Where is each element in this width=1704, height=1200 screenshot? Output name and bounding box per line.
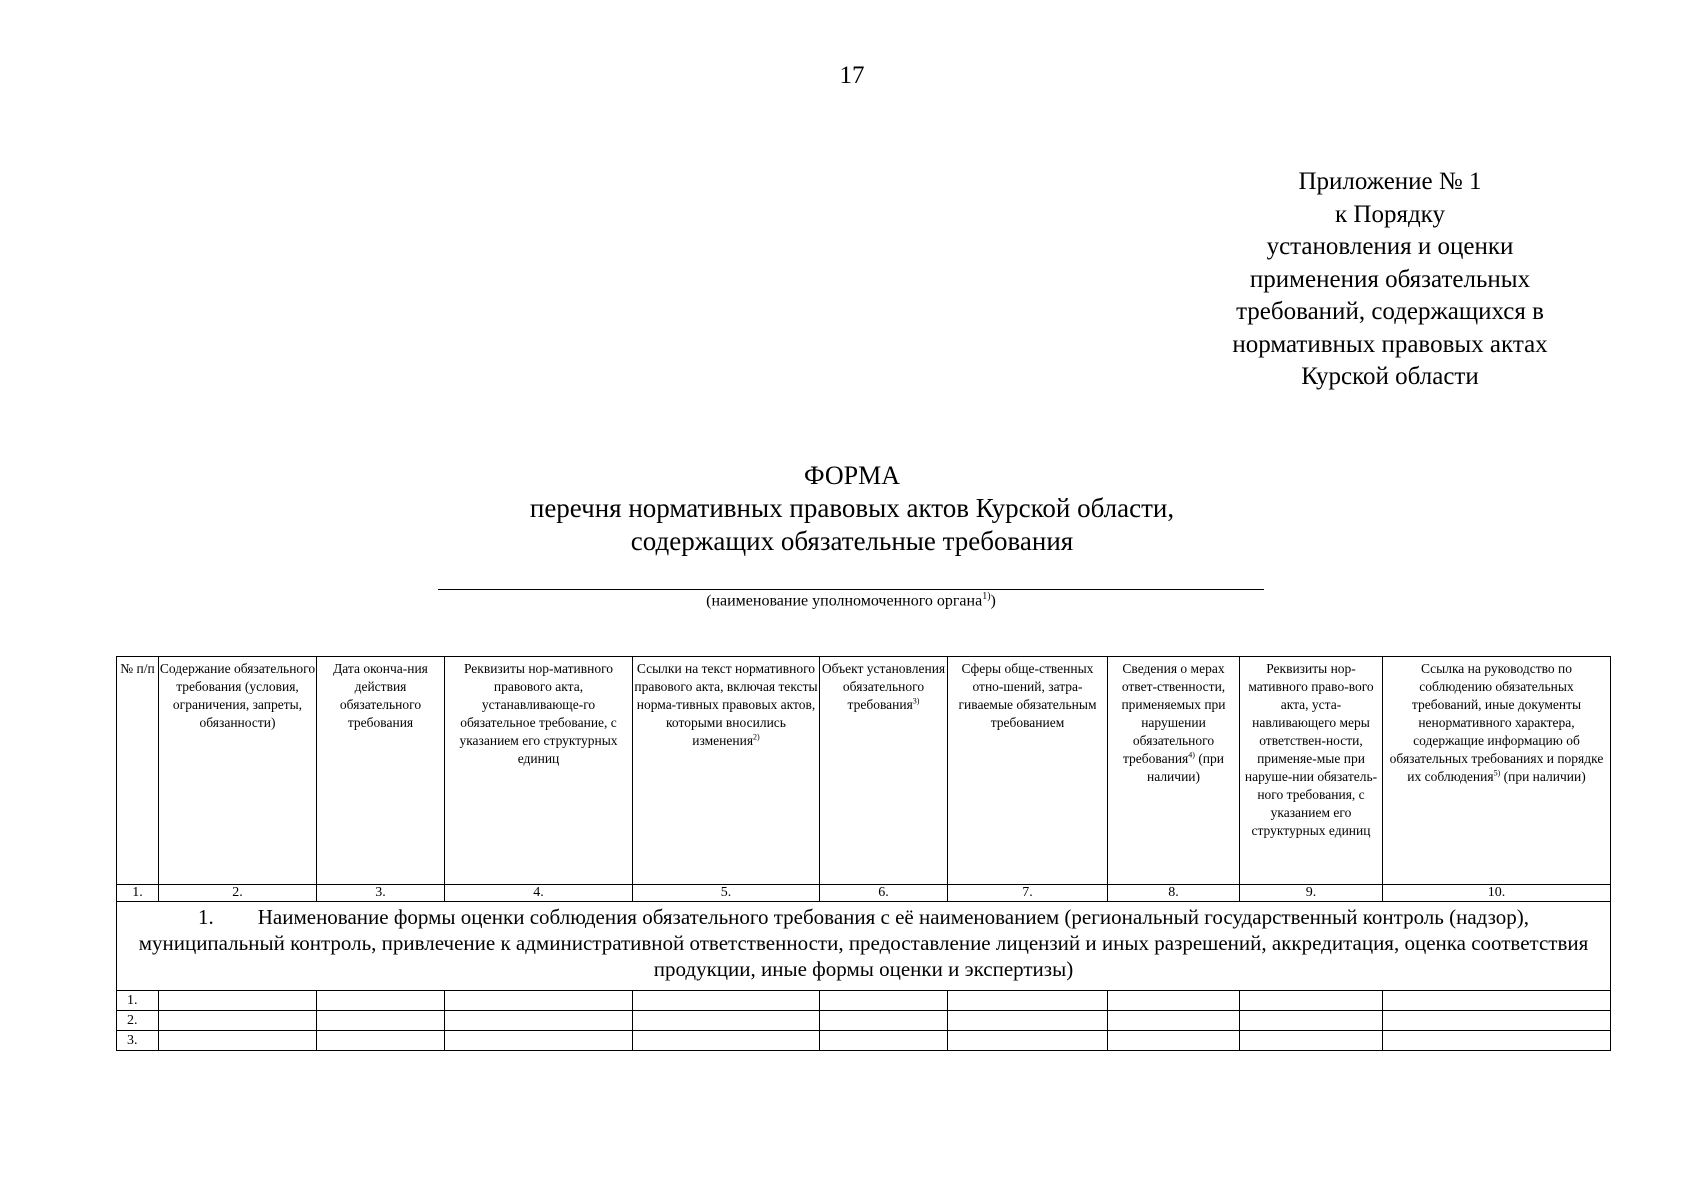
column-number: 10. — [1383, 885, 1611, 902]
table-cell — [1240, 1031, 1383, 1051]
form-heading: ФОРМА — [804, 461, 900, 490]
organ-caption-text: (наименование уполномоченного органа — [706, 592, 983, 610]
header-cell: Реквизиты нор-мативного право-вого акта, уста-навливающего меры ответствен-ности, применяе-мые при наруше-нии обязатель-ного требования, с указанием его структурных единиц — [1240, 657, 1383, 885]
table-cell — [1240, 1011, 1383, 1031]
table-cell — [317, 1031, 445, 1051]
table-cell — [820, 1011, 948, 1031]
requirements-table — [116, 656, 1611, 1051]
appendix-line: Приложение № 1 — [1298, 168, 1482, 195]
header-cell: Ссылка на руководство по соблюдению обязательных требований, иные документы ненормативного характера, содержащие информацию об обязательных требованиях и порядке их соблюдения$^{5)}$ (при наличии) — [1383, 657, 1611, 885]
column-number: 4. — [445, 885, 633, 902]
appendix-block — [1175, 166, 1605, 394]
column-number: 7. — [948, 885, 1108, 902]
header-cell: Ссылки на текст нормативного правового акта, включая тексты норма-тивных правовых актов, которыми вносились изменения$^{2)}$ — [633, 657, 820, 885]
table-cell — [445, 1031, 633, 1051]
header-cell: Сферы обще-ственных отно-шений, затра-гиваемые обязательным требованием — [948, 657, 1108, 885]
column-number-row — [117, 885, 1611, 902]
organ-caption-footnote: 1) — [982, 591, 991, 602]
section-row — [117, 902, 1611, 991]
section-number: 1. — [197, 905, 214, 929]
table-cell — [1108, 1011, 1240, 1031]
table-cell — [445, 991, 633, 1011]
appendix-line: применения обязательных — [1249, 265, 1531, 293]
row-number: 1. — [117, 991, 159, 1011]
column-number: 6. — [820, 885, 948, 902]
table-cell — [445, 1011, 633, 1031]
table-cell — [159, 991, 317, 1011]
section-cell — [117, 902, 1611, 991]
header-cell: Реквизиты нор-мативного правового акта, устанавливающе-го обязательное требование, с указанием его структурных единиц — [445, 657, 633, 885]
table-cell — [1383, 991, 1611, 1011]
header-cell: № п/п — [117, 657, 159, 885]
table-cell — [633, 991, 820, 1011]
column-number: 3. — [317, 885, 445, 902]
title-line-2: содержащих обязательные требования — [630, 526, 1074, 556]
table-cell — [1240, 991, 1383, 1011]
table-cell — [948, 1011, 1108, 1031]
column-number: 2. — [159, 885, 317, 902]
header-cell: Содержание обязательного требования (условия, ограничения, запреты, обязанности) — [159, 657, 317, 885]
appendix-line: требований, содержащихся в — [1236, 298, 1544, 325]
header-cell: Сведения о мерах ответ-ственности, применяемых при нарушении обязательного требования$^{4)}$ (при наличии) — [1108, 657, 1240, 885]
column-number: 9. — [1240, 885, 1383, 902]
organ-name-underline — [438, 589, 1264, 590]
document-title — [0, 459, 1704, 558]
section-text: Наименование формы оценки соблюдения обязательного требования с её наименованием (региональный государственный контроль (надзор), муниципальный контроль, привлечение к административной ответственности, предоставление лицензий и иных разрешений, аккредитация, оценка соответствия продукции, иные формы оценки и экспертизы) — [138, 905, 1589, 981]
table-cell — [633, 1011, 820, 1031]
organ-name-caption — [438, 591, 1264, 610]
table-cell — [820, 1031, 948, 1051]
header-cell: Дата оконча-ния действия обязательного требования — [317, 657, 445, 885]
table-cell — [1108, 1031, 1240, 1051]
header-row — [117, 657, 1611, 885]
table-cell — [159, 1011, 317, 1031]
table-cell — [317, 991, 445, 1011]
table-row — [117, 1011, 1611, 1031]
table-row — [117, 1031, 1611, 1051]
row-number: 3. — [117, 1031, 159, 1051]
table-cell — [1108, 991, 1240, 1011]
column-number: 5. — [633, 885, 820, 902]
column-number: 1. — [117, 885, 159, 902]
table-cell — [159, 1031, 317, 1051]
page-number: 17 — [839, 62, 865, 89]
organ-caption-close: ) — [990, 592, 996, 610]
title-line-1: перечня нормативных правовых актов Курской области, — [529, 493, 1175, 523]
appendix-line: к Порядку — [1335, 200, 1445, 228]
table-cell — [948, 991, 1108, 1011]
table-cell — [1383, 1011, 1611, 1031]
table-cell — [820, 991, 948, 1011]
table-cell — [1383, 1031, 1611, 1051]
appendix-line: нормативных правовых актах — [1232, 330, 1548, 358]
appendix-line: установления и оценки — [1266, 233, 1514, 260]
header-cell: Объект установления обязательного требования$^{3)}$ — [820, 657, 948, 885]
column-number: 8. — [1108, 885, 1240, 902]
appendix-line: Курской области — [1301, 363, 1479, 390]
table-cell — [317, 1011, 445, 1031]
table-cell — [948, 1031, 1108, 1051]
table-cell — [633, 1031, 820, 1051]
row-number: 2. — [117, 1011, 159, 1031]
table-row — [117, 991, 1611, 1011]
